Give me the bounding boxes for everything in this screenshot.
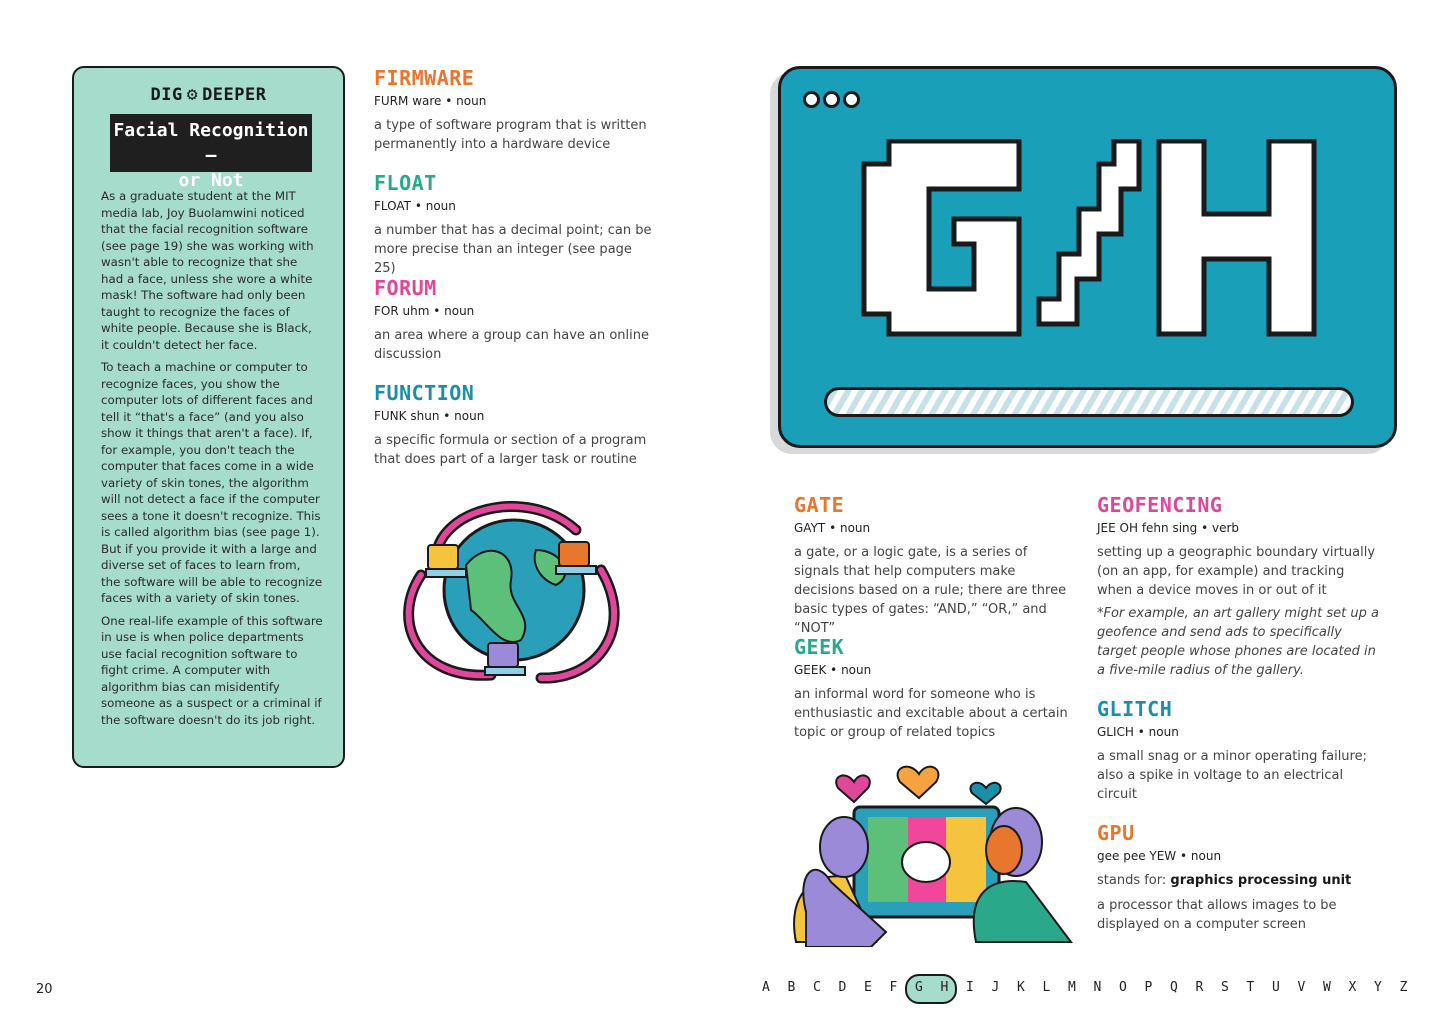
alphabet-letter: J — [991, 980, 1000, 995]
stands-for-label: stands for: — [1097, 873, 1167, 888]
entry-term: FLOAT — [374, 171, 437, 195]
entry-pronunciation — [794, 663, 1074, 677]
sidebar-paragraph: One real-life example of this software in use is when police departments use facial recognition software to fight crime. A computer with algorithm bias can misidentify someone as a suspect or a criminal if the software doesn't do its job right. — [101, 613, 323, 727]
alphabet-letter: C — [813, 980, 821, 995]
stands-for-value: graphics processing unit — [1170, 873, 1352, 888]
entry-term: GEEK — [794, 635, 845, 659]
entry-term: GPU — [1097, 821, 1135, 845]
entry-gpu — [1097, 821, 1379, 934]
pron-stressed: JEE OH — [1097, 521, 1138, 535]
entry-term: FIRMWARE — [374, 66, 475, 90]
alphabet-letter: H — [940, 980, 949, 995]
entry-firmware — [374, 66, 654, 154]
dig-deeper-badge-right: DEEPER — [202, 85, 267, 105]
alphabet-letter: T — [1246, 980, 1255, 995]
sidebar-paragraph: To teach a machine or computer to recognize faces, you show the computer lots of different faces and tell it “that's a face” (and you also show it things that aren't a face). If, for example, you don't teach the computer that faces come in a wide variety of skin tones, the algorithm will not detect a face if the computer sees a tone it doesn't recognize. This is called algorithm bias (see page 1). But if you provide it with a large and diverse set of faces to learn from, the software will be able to recognize faces with a variety of skin tones. — [101, 360, 323, 605]
dig-deeper-badge-left: DIG — [150, 85, 183, 105]
alphabet-letter: L — [1042, 980, 1051, 995]
entry-forum — [374, 276, 654, 364]
dig-deeper-badge — [74, 84, 343, 105]
progress-bar — [824, 387, 1354, 417]
entry-term: GEOFENCING — [1097, 493, 1223, 517]
alphabet-letter: Q — [1170, 980, 1178, 995]
alphabet-letter: A — [762, 980, 770, 995]
entry-term: GATE — [794, 493, 845, 517]
alphabet-letter: D — [838, 980, 847, 995]
entry-pronunciation — [1097, 725, 1379, 739]
pron-stressed: FOR — [374, 304, 399, 318]
page-number: 20 — [36, 982, 53, 997]
entry-pronunciation — [374, 304, 654, 318]
window-dot — [803, 91, 820, 108]
entry-definition: setting up a geographic boundary virtually (on an app, for example) and tracking when a device moves in or out of it — [1097, 545, 1376, 598]
pron-stressed: FLOAT — [374, 199, 412, 213]
entry-term: FORUM — [374, 276, 437, 300]
pron-rest: • noun — [414, 199, 456, 213]
entry-definition: a number that has a decimal point; can be more precise than an integer (see page 25) — [374, 223, 652, 276]
pron-rest: fehn sing • verb — [1141, 521, 1240, 535]
alphabet-letter: I — [966, 980, 974, 995]
entry-pronunciation — [374, 409, 654, 423]
dig-deeper-sidebar — [72, 66, 345, 768]
entry-pronunciation — [374, 94, 654, 108]
alphabet-letter: W — [1323, 980, 1331, 995]
window-dot — [843, 91, 860, 108]
entry-pronunciation — [794, 521, 1074, 535]
entry-term: GLITCH — [1097, 697, 1173, 721]
pron-stressed: FURM — [374, 94, 409, 108]
alphabet-letter: K — [1017, 980, 1025, 995]
entry-definition: an area where a group can have an online discussion — [374, 328, 650, 362]
pron-rest: • noun — [1137, 725, 1179, 739]
friends-computer-illustration — [776, 762, 1076, 947]
entry-geofencing — [1097, 493, 1379, 680]
entry-definition: a gate, or a logic gate, is a series of signals that help computers make decisions based on a rule; there are three basic types of gates: “AND,” “OR,” and “NOT” — [794, 545, 1067, 636]
entry-gate — [794, 493, 1074, 638]
sidebar-body — [101, 188, 323, 734]
pron-stressed: FUNK — [374, 409, 407, 423]
pron-rest: • noun — [829, 521, 871, 535]
entry-term: FUNCTION — [374, 381, 475, 405]
entry-pronunciation — [1097, 521, 1379, 535]
pron-rest: ware • noun — [412, 94, 487, 108]
entry-function — [374, 381, 654, 469]
entry-stands-for — [1097, 871, 1379, 890]
globe-illustration — [396, 490, 631, 695]
entry-definition: a specific formula or section of a program that does part of a larger task or routine — [374, 433, 647, 467]
entry-glitch — [1097, 697, 1379, 804]
gh-screen-illustration — [778, 66, 1397, 448]
pron-stressed: GLICH — [1097, 725, 1134, 739]
alphabet-letter: E — [864, 980, 872, 995]
alphabet-letter: P — [1144, 980, 1153, 995]
alphabet-letter: X — [1348, 980, 1357, 995]
sidebar-paragraph: As a graduate student at the MIT media lab, Joy Buolamwini noticed that the facial recognition software (see page 19) she was working with wasn't able to recognize that she had a face, unless she wore a white mask! The software had only been taught to recognize the faces of white people. Because she is Black, it couldn't detect her face. — [101, 189, 314, 352]
alphabet-letter: U — [1272, 980, 1280, 995]
entry-definition: a type of software program that is written permanently into a hardware device — [374, 118, 647, 152]
alphabet-letter: Y — [1374, 980, 1382, 995]
pron-rest: • noun — [1180, 849, 1222, 863]
pron-rest: uhm • noun — [402, 304, 475, 318]
entry-note: *For example, an art gallery might set up a geofence and send ads to specifically target people whose phones are located in a five-mile radius of the gallery. — [1097, 606, 1379, 678]
gh-pixel-letters — [859, 139, 1319, 339]
pron-rest: shun • noun — [410, 409, 485, 423]
alphabet-letter: N — [1093, 980, 1102, 995]
window-dots — [803, 91, 863, 112]
alphabet-index — [762, 980, 1425, 995]
alphabet-letter: G — [915, 980, 923, 995]
alphabet-letter: O — [1119, 980, 1127, 995]
entry-definition: a processor that allows images to be displayed on a computer screen — [1097, 898, 1337, 932]
window-dot — [823, 91, 840, 108]
alphabet-letter: M — [1068, 980, 1076, 995]
entry-definition: a small snag or a minor operating failure; also a spike in voltage to an electrical circuit — [1097, 749, 1367, 802]
entry-geek — [794, 635, 1074, 742]
pron-rest: • noun — [830, 663, 872, 677]
pron-stressed: gee pee YEW — [1097, 849, 1177, 863]
entry-definition: an informal word for someone who is enthusiastic and excitable about a certain topic or group of related topics — [794, 687, 1068, 740]
gear-icon: ⚙ — [186, 84, 199, 105]
pron-stressed: GEEK — [794, 663, 827, 677]
entry-pronunciation — [1097, 849, 1379, 863]
alphabet-letter: B — [787, 980, 796, 995]
alphabet-letter: Z — [1399, 980, 1408, 995]
alphabet-letter: V — [1297, 980, 1306, 995]
sidebar-title: Facial Recognition— or Not — [110, 114, 312, 172]
alphabet-letter: F — [889, 980, 898, 995]
alphabet-letter: S — [1221, 980, 1229, 995]
entry-pronunciation — [374, 199, 654, 213]
entry-float — [374, 171, 654, 278]
pron-stressed: GAYT — [794, 521, 826, 535]
alphabet-letter: R — [1195, 980, 1204, 995]
